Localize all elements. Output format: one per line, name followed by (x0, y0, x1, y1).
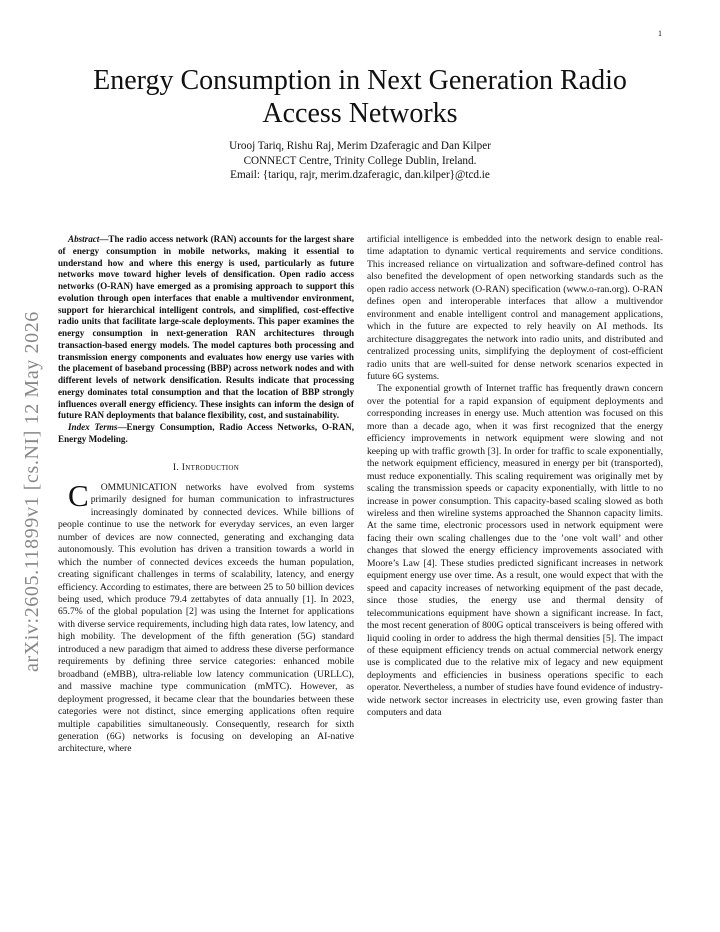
author-email: Email: {tariqu, rajr, merim.dzaferagic, dan.kilper}@tcd.ie (230, 169, 490, 181)
section-title: Introduction (181, 461, 240, 473)
section-numeral: I. (172, 461, 182, 473)
abstract (58, 234, 354, 422)
author-block (60, 139, 660, 183)
intro-paragraph-1 (58, 477, 354, 756)
intro-paragraph-2: The exponential growth of Internet traffic has frequently drawn concern over the potential for a rapid expansion of equipment deployments and corresponding increases in energy use. Much attention was focused on this more than a decade ago, when it was first recognized that the energy efficiency improvements in network equipment were slowing and not keeping up with traffic growth [3]. In order for traffic to scale exponentially, the network equipment efficiency, measured in energy per bit (transported), must reduce exponentially. This scaling requirement was originally met by scaling the transmission speeds or capacity exponentially, with little to no increase in power consumption. This capacity-based scaling slowed as both wireless and then wireline systems approached the Shannon capacity limits. At the same time, electronic processors used in network equipment were facing their own scaling challenges due to the ’one volt wall’ and other changes that slowed the energy efficiency improvements associated with Moore’s Law [4]. These studies predicted significant increases in network equipment energy use over time. As a result, one would expect that with the speed and capacity increases of networking equipment of the past decade, since those studies, the energy use and thermal density of telecommunications equipment have shown a significant increase. In fact, the most recent generation of 800G optical transceivers is being offered with liquid cooling in order to address the high thermal densities [5]. The impact of these equipment efficiency trends on actual commercial network energy use is complicated due to the relative mix of legacy and new equipment deployments and efficiencies in business operations specific to each operator. Nevertheless, a number of studies have found evidence of industry-wide network sector increases in electricity use, even growing faster than computers and data (367, 383, 663, 719)
first-word: OMMUNICATION (100, 481, 177, 493)
paper-title: Energy Consumption in Next Generation Radio Access Networks (93, 65, 627, 129)
section-heading-introduction (58, 462, 354, 474)
right-column (367, 234, 663, 720)
abstract-text: —The radio access network (RAN) accounts for the largest share of energy consumption in mobile networks, making it essential to understand how and where this energy is used, particularly as future networks move toward higher levels of densification. Open radio access networks (O-RAN) have emerged as a promising approach to support this evolution through open interfaces that enable a multivendor environment, support for hierarchical intelligent controls, and simplified, cost-effective radio units that facilitate large-scale deployments. This paper examines the energy consumption in next-generation RAN architectures through transaction-based energy models. The model captures both processing and transmission energy components and evaluates how energy use varies with the placement of baseband processing (BBP) across network nodes and with different levels of network densification. Results indicate that processing energy dominates total consumption and that the location of BBP strongly influences overall energy efficiency. These insights can inform the design of future RAN deployments that balance flexibility, cost, and sustainability. (58, 234, 354, 421)
index-terms (58, 422, 354, 446)
intro-paragraph-1-text: networks have evolved from systems primarily designed for human communication to infrastructures increasingly dominated by connected devices. While billions of people continue to use the network for everyday services, an even larger number of devices are now connected, generating and exchanging data autonomously. This evolution has driven a transition towards a world in which the number of connected devices exceeds the human population, creating significant challenges in terms of scalability, latency, and energy efficiency. According to estimates, there are between 25 to 50 billion devices being used, which produce 79.4 zettabytes of data annually [1]. In 2023, 65.7% of the global population [2] was using the Internet for applications with diverse service requirements, including high data rates, low latency, and high mobility. The development of the fifth generation (5G) standard introduced a new paradigm that aimed to address these diverse performance requirements by defining three service categories: enhanced mobile broadband (eMBB), ultra-reliable low latency communication (URLLC), and massive machine type communication (mMTC). However, as deployment progressed, it became clear that the boundaries between these categories were not distinct, since emerging applications often require multiple capabilities simultaneously. Consequently, research for sixth generation (6G) networks is focusing on developing an AI-native architecture, where (58, 481, 354, 755)
page-number: 1 (658, 29, 662, 38)
arxiv-identifier-stamp: arXiv:2605.11899v1 [cs.NI] 12 May 2026 (21, 311, 43, 672)
author-affiliation: CONNECT Centre, Trinity College Dublin, Ireland. (243, 154, 477, 167)
index-terms-text: —Energy Consumption, Radio Access Networks, O-RAN, Energy Modeling. (58, 422, 354, 444)
abstract-label: Abstract (68, 234, 100, 244)
index-terms-label: Index Terms (68, 422, 118, 432)
intro-paragraph-1-continued: artificial intelligence is embedded into the network design to enable real-time adaptation to dynamic vertical requirements and service conditions. This increased reliance on virtualization and software-defined control has also benefited the development of open networking standards such as the open radio access network (O-RAN) specification (www.o-ran.org). O-RAN defines open and interoperable interfaces that allow a multivendor environment and enable intelligent control and management applications, which in the future are expected to rely heavily on AI methods. Its architecture disaggregates the network into radio units, and distributed and centralized processing units, simplifying the deployment of cost-efficient radio units that are well-suited for dense network scenarios expected in future 6G systems. (367, 234, 663, 382)
drop-cap: C (68, 477, 89, 513)
author-names: Urooj Tariq, Rishu Raj, Merim Dzaferagic and Dan Kilper (229, 140, 491, 152)
left-column (58, 234, 354, 756)
